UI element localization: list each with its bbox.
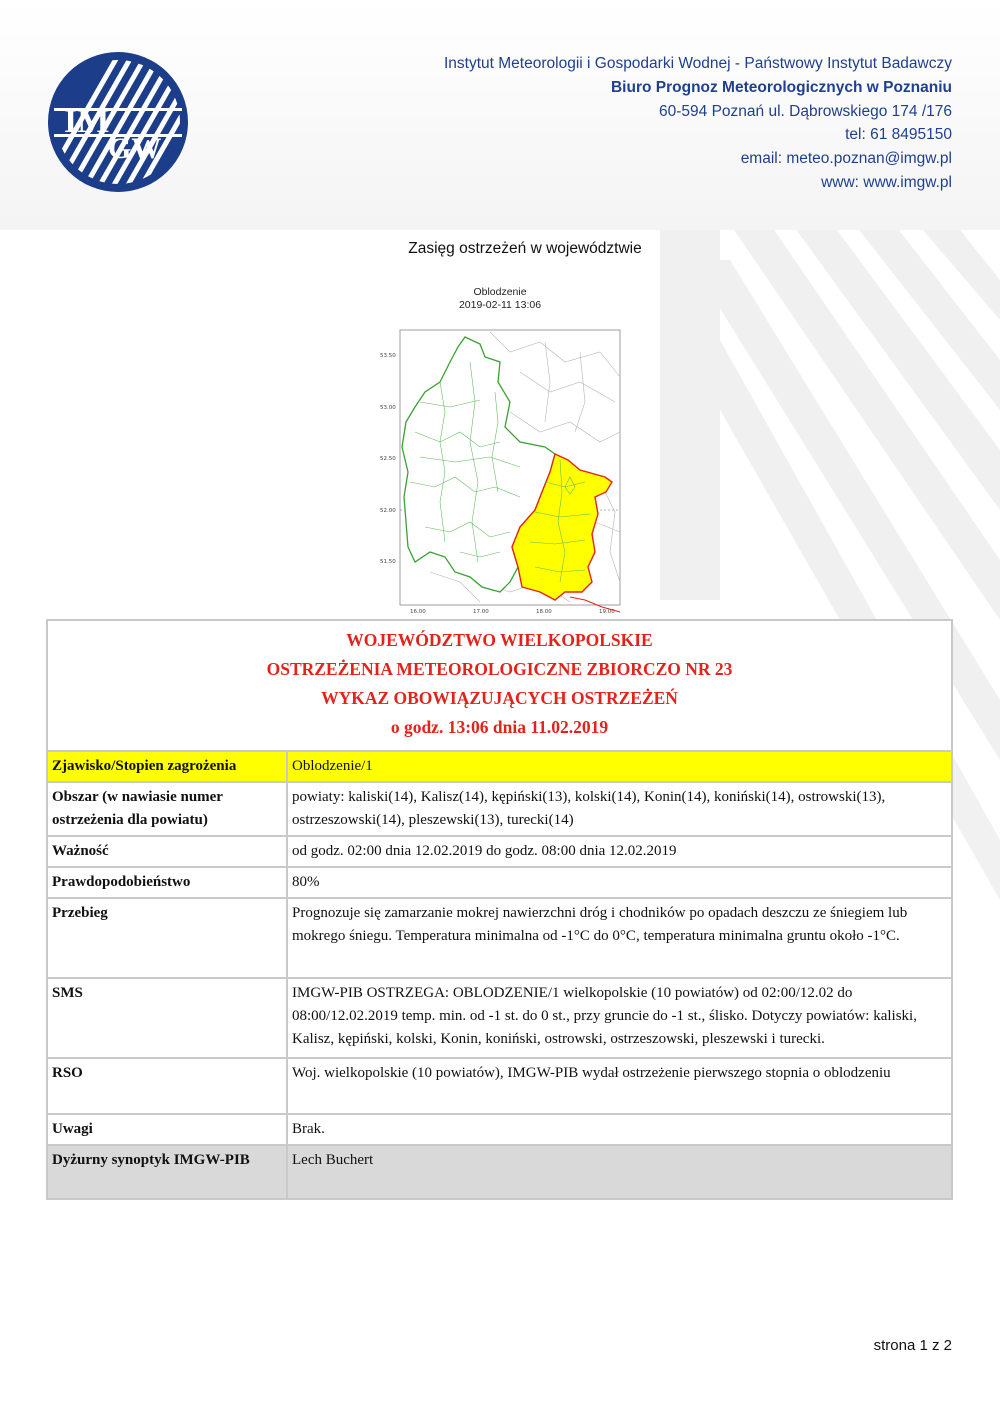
row-label: Uwagi <box>47 1114 287 1145</box>
map-title: Oblodzenie <box>473 286 527 298</box>
lat-tick: 53.50 <box>380 353 396 359</box>
table-row <box>47 898 952 978</box>
row-value: Lech Buchert <box>287 1145 952 1199</box>
map-timestamp: 2019-02-11 13:06 <box>458 299 542 311</box>
office-phone: tel: 61 8495150 <box>845 126 952 144</box>
row-label: Prawdopodobieństwo <box>47 867 287 898</box>
lat-tick: 52.50 <box>380 456 396 462</box>
office-email: email: meteo.poznan@imgw.pl <box>740 150 952 168</box>
row-label: Dyżurny synoptyk IMGW-PIB <box>47 1145 287 1199</box>
table-row <box>47 1114 952 1145</box>
lon-tick: 16.00 <box>410 609 426 615</box>
row-label: Zjawisko/Stopien zagrożenia <box>47 751 287 782</box>
row-value: 80% <box>287 867 952 898</box>
office-name: Biuro Prognoz Meteorologicznych w Poznaniu <box>610 78 952 96</box>
row-value: IMGW-PIB OSTRZEGA: OBLODZENIE/1 wielkopolskie (10 powiatów) od 02:00/12.02 do 08:00/12.02.2019 temp. min. od -1 st. do 0 st., przy gruncie do -1 st., ślisko. Dotyczy powiatów: kaliski, Kalisz, kępiński, kolski, Konin, koniński, ostrowski, ostrzeszowski, pleszewski i turecki. <box>287 978 952 1058</box>
row-label: Obszar (w nawiasie numer ostrzeżenia dla powiatu) <box>47 782 287 836</box>
table-row <box>47 782 952 836</box>
lat-tick: 53.00 <box>380 405 396 411</box>
table-row <box>47 978 952 1058</box>
warning-map <box>370 282 635 617</box>
lat-tick: 52.00 <box>380 508 396 514</box>
row-value: Oblodzenie/1 <box>287 751 952 782</box>
section-title: Zasięg ostrzeżeń w województwie <box>408 240 642 257</box>
table-row <box>47 1145 952 1199</box>
table-row <box>47 836 952 867</box>
institute-name: Instytut Meteorologii i Gospodarki Wodnej - Państwowy Instytut Badawczy <box>444 55 952 72</box>
lat-tick: 51.50 <box>380 559 396 565</box>
heading-line: OSTRZEŻENIA METEOROLOGICZNE ZBIORCZO NR 23 <box>266 659 733 679</box>
map-title-block <box>370 286 630 312</box>
table-row <box>47 751 952 782</box>
row-value: Brak. <box>287 1114 952 1145</box>
row-label: RSO <box>47 1058 287 1114</box>
table-row <box>47 1058 952 1114</box>
heading-line: WOJEWÓDZTWO WIELKOPOLSKIE <box>346 630 653 650</box>
page-number: strona 1 z 2 <box>873 1337 952 1354</box>
row-value: powiaty: kaliski(14), Kalisz(14), kępiński(13), kolski(14), Konin(14), koniński(14), ostrowski(13), ostrzeszowski(14), pleszewski(13), turecki(14) <box>287 782 952 836</box>
lon-tick: 18.00 <box>536 609 552 615</box>
office-address: 60-594 Poznań ul. Dąbrowskiego 174 /176 <box>659 102 952 120</box>
heading-line: WYKAZ OBOWIĄZUJĄCYCH OSTRZEŻEŃ <box>321 688 678 708</box>
row-value: od godz. 02:00 dnia 12.02.2019 do godz. 08:00 dnia 12.02.2019 <box>287 836 952 867</box>
imgw-logo-icon <box>48 52 188 192</box>
office-website: www: www.imgw.pl <box>821 173 952 191</box>
heading-line: o godz. 13:06 dnia 11.02.2019 <box>390 717 609 737</box>
warning-table <box>46 619 953 1200</box>
lon-tick: 17.00 <box>473 609 489 615</box>
institute-info <box>444 52 952 195</box>
lon-tick: 19.00 <box>599 609 615 615</box>
logo-text-bottom: GW <box>108 132 162 165</box>
row-label: Ważność <box>47 836 287 867</box>
row-label: SMS <box>47 978 287 1058</box>
logo-text-top: IM <box>64 103 110 140</box>
row-label: Przebieg <box>47 898 287 978</box>
table-row <box>47 867 952 898</box>
row-value: Woj. wielkopolskie (10 powiatów), IMGW-PIB wydał ostrzeżenie pierwszego stopnia o oblodzeniu <box>287 1058 952 1114</box>
row-value: Prognozuje się zamarzanie mokrej nawierzchni dróg i chodników po opadach deszczu ze śniegiem lub mokrego śniegu. Temperatura minimalna od -1°C do 0°C, temperatura minimalna gruntu około -1°C. <box>287 898 952 978</box>
warning-heading <box>47 620 952 751</box>
